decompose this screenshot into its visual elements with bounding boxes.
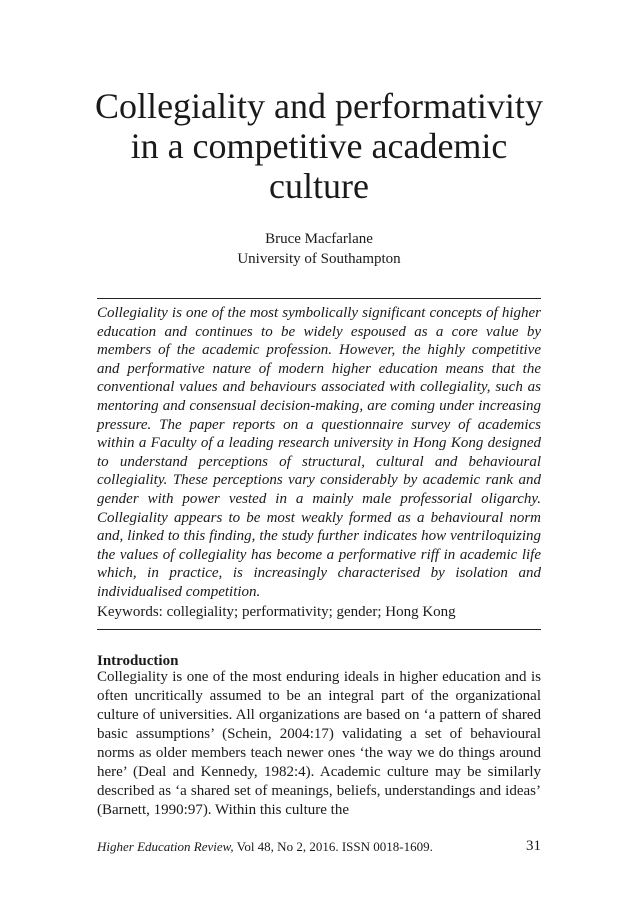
author-name: Bruce Macfarlane bbox=[265, 231, 373, 247]
abstract: Collegiality is one of the most symbolically significant concepts of higher education and continues to be widely espoused as a core value by members of the academic profession. However, the highly competitive and performative nature of modern higher education means that the conventional values and behaviours associated with collegiality, such as mentoring and consensual decision-making, are coming under increasing pressure. The paper reports on a questionnaire survey of academics within a Faculty of a leading research university in Hong Kong designed to understand perceptions of structural, cultural and behavioural collegiality. These perceptions vary considerably by academic rank and gender with power vested in a mainly male professorial oligarchy. Collegiality appears to be most weakly formed as a behavioural norm and, linked to this finding, the study further indicates how ventriloquizing the values of collegiality has become a performative riff in academic life which, in practice, is increasingly characterised by isolation and individualised competition. bbox=[97, 305, 541, 600]
author-block bbox=[0, 229, 638, 269]
author-affiliation: University of Southampton bbox=[237, 251, 401, 267]
paper-title bbox=[60, 86, 578, 206]
page-footer bbox=[97, 838, 541, 856]
title-line-1: Collegiality and performativity bbox=[95, 86, 543, 126]
introduction-heading: Introduction bbox=[97, 653, 179, 669]
keywords: Keywords: collegiality; performativity; gender; Hong Kong bbox=[97, 604, 456, 620]
page-number: 31 bbox=[526, 838, 541, 854]
title-line-3: culture bbox=[269, 166, 369, 206]
top-divider bbox=[97, 298, 541, 299]
journal-citation: Vol 48, No 2, 2016. ISSN 0018-1609. bbox=[233, 839, 433, 854]
journal-name: Higher Education Review, bbox=[97, 839, 234, 854]
title-line-2: in a competitive academic bbox=[130, 126, 508, 166]
bottom-divider bbox=[97, 629, 541, 630]
introduction-text: Collegiality is one of the most enduring ideals in higher education and is often uncritically assumed to be an integral part of the organizational culture of universities. All organizations are based on ‘a pattern of shared basic assumptions’ (Schein, 2004:17) validating a set of behavioural norms as older members teach newer ones ‘the way we do things around here’ (Deal and Kennedy, 1982:4). Academic culture may be similarly described as ‘a shared set of meanings, beliefs, understandings and ideas’ (Barnett, 1990:97). Within this culture the bbox=[97, 669, 541, 818]
